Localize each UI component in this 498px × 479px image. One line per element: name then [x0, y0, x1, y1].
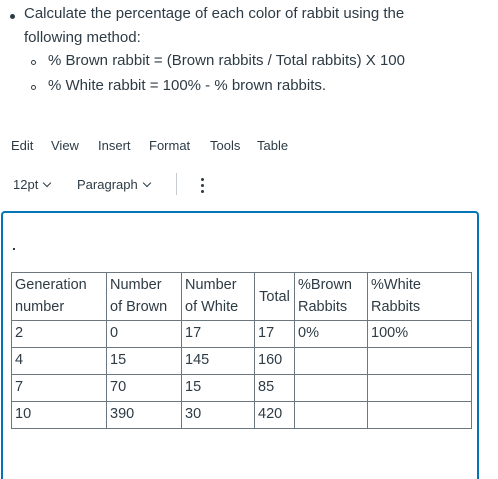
sub-bullet-icon: [31, 60, 36, 65]
header-number-white[interactable]: Number of White: [182, 273, 255, 321]
table-cell[interactable]: 4: [12, 348, 107, 375]
rabbit-data-table[interactable]: [11, 272, 472, 429]
instruction-sub-1: % Brown rabbit = (Brown rabbits / Total rabbits) X 100: [48, 52, 405, 69]
table-cell[interactable]: 7: [12, 375, 107, 402]
table-cell[interactable]: [295, 375, 368, 402]
table-cell[interactable]: 17: [182, 321, 255, 348]
table-cell[interactable]: 10: [12, 402, 107, 429]
menu-table[interactable]: Table: [257, 138, 289, 153]
menu-edit[interactable]: Edit: [11, 138, 34, 153]
block-format-value: Paragraph: [77, 177, 138, 192]
header-percent-white[interactable]: %White Rabbits: [368, 273, 472, 321]
header-generation[interactable]: Generation number: [12, 273, 107, 321]
table-cell[interactable]: 420: [255, 402, 295, 429]
toolbar-divider: [176, 173, 177, 195]
chevron-down-icon: [142, 179, 150, 187]
table-cell[interactable]: 0%: [295, 321, 368, 348]
font-size-dropdown[interactable]: [13, 177, 50, 192]
table-cell[interactable]: [295, 348, 368, 375]
table-cell[interactable]: 390: [107, 402, 182, 429]
table-cell[interactable]: 100%: [368, 321, 472, 348]
instruction-line-1: Calculate the percentage of each color of rabbit using the: [24, 5, 405, 22]
menu-view[interactable]: View: [51, 138, 79, 153]
table-row: [12, 348, 472, 375]
menu-format[interactable]: Format: [149, 138, 191, 153]
table-cell[interactable]: 17: [255, 321, 295, 348]
table-cell[interactable]: 15: [182, 375, 255, 402]
table-cell[interactable]: 30: [182, 402, 255, 429]
block-format-dropdown[interactable]: [77, 177, 150, 192]
table-cell[interactable]: [368, 348, 472, 375]
instruction-sub-2: % White rabbit = 100% - % brown rabbits.: [48, 77, 327, 94]
chevron-down-icon: [43, 179, 51, 187]
table-cell[interactable]: 145: [182, 348, 255, 375]
table-cell[interactable]: 15: [107, 348, 182, 375]
table-cell[interactable]: [368, 402, 472, 429]
table-cell[interactable]: 70: [107, 375, 182, 402]
table-row: [12, 321, 472, 348]
font-size-value: 12pt: [13, 177, 39, 192]
table-cell[interactable]: 0: [107, 321, 182, 348]
header-number-brown[interactable]: Number of Brown: [107, 273, 182, 321]
text-cursor: [13, 248, 15, 250]
table-cell[interactable]: 160: [255, 348, 295, 375]
table-header-row: [12, 273, 472, 321]
table-cell[interactable]: [295, 402, 368, 429]
table-cell[interactable]: [368, 375, 472, 402]
menu-tools[interactable]: Tools: [210, 138, 241, 153]
table-cell[interactable]: 2: [12, 321, 107, 348]
table-cell[interactable]: 85: [255, 375, 295, 402]
menu-insert[interactable]: Insert: [98, 138, 131, 153]
header-percent-brown[interactable]: %Brown Rabbits: [295, 273, 368, 321]
header-total[interactable]: Total: [255, 273, 295, 321]
table-row: [12, 375, 472, 402]
bullet-icon: [10, 14, 15, 19]
instruction-line-2: following method:: [24, 29, 141, 46]
more-options-icon[interactable]: [201, 178, 205, 194]
table-row: [12, 402, 472, 429]
sub-bullet-icon: [31, 85, 36, 90]
